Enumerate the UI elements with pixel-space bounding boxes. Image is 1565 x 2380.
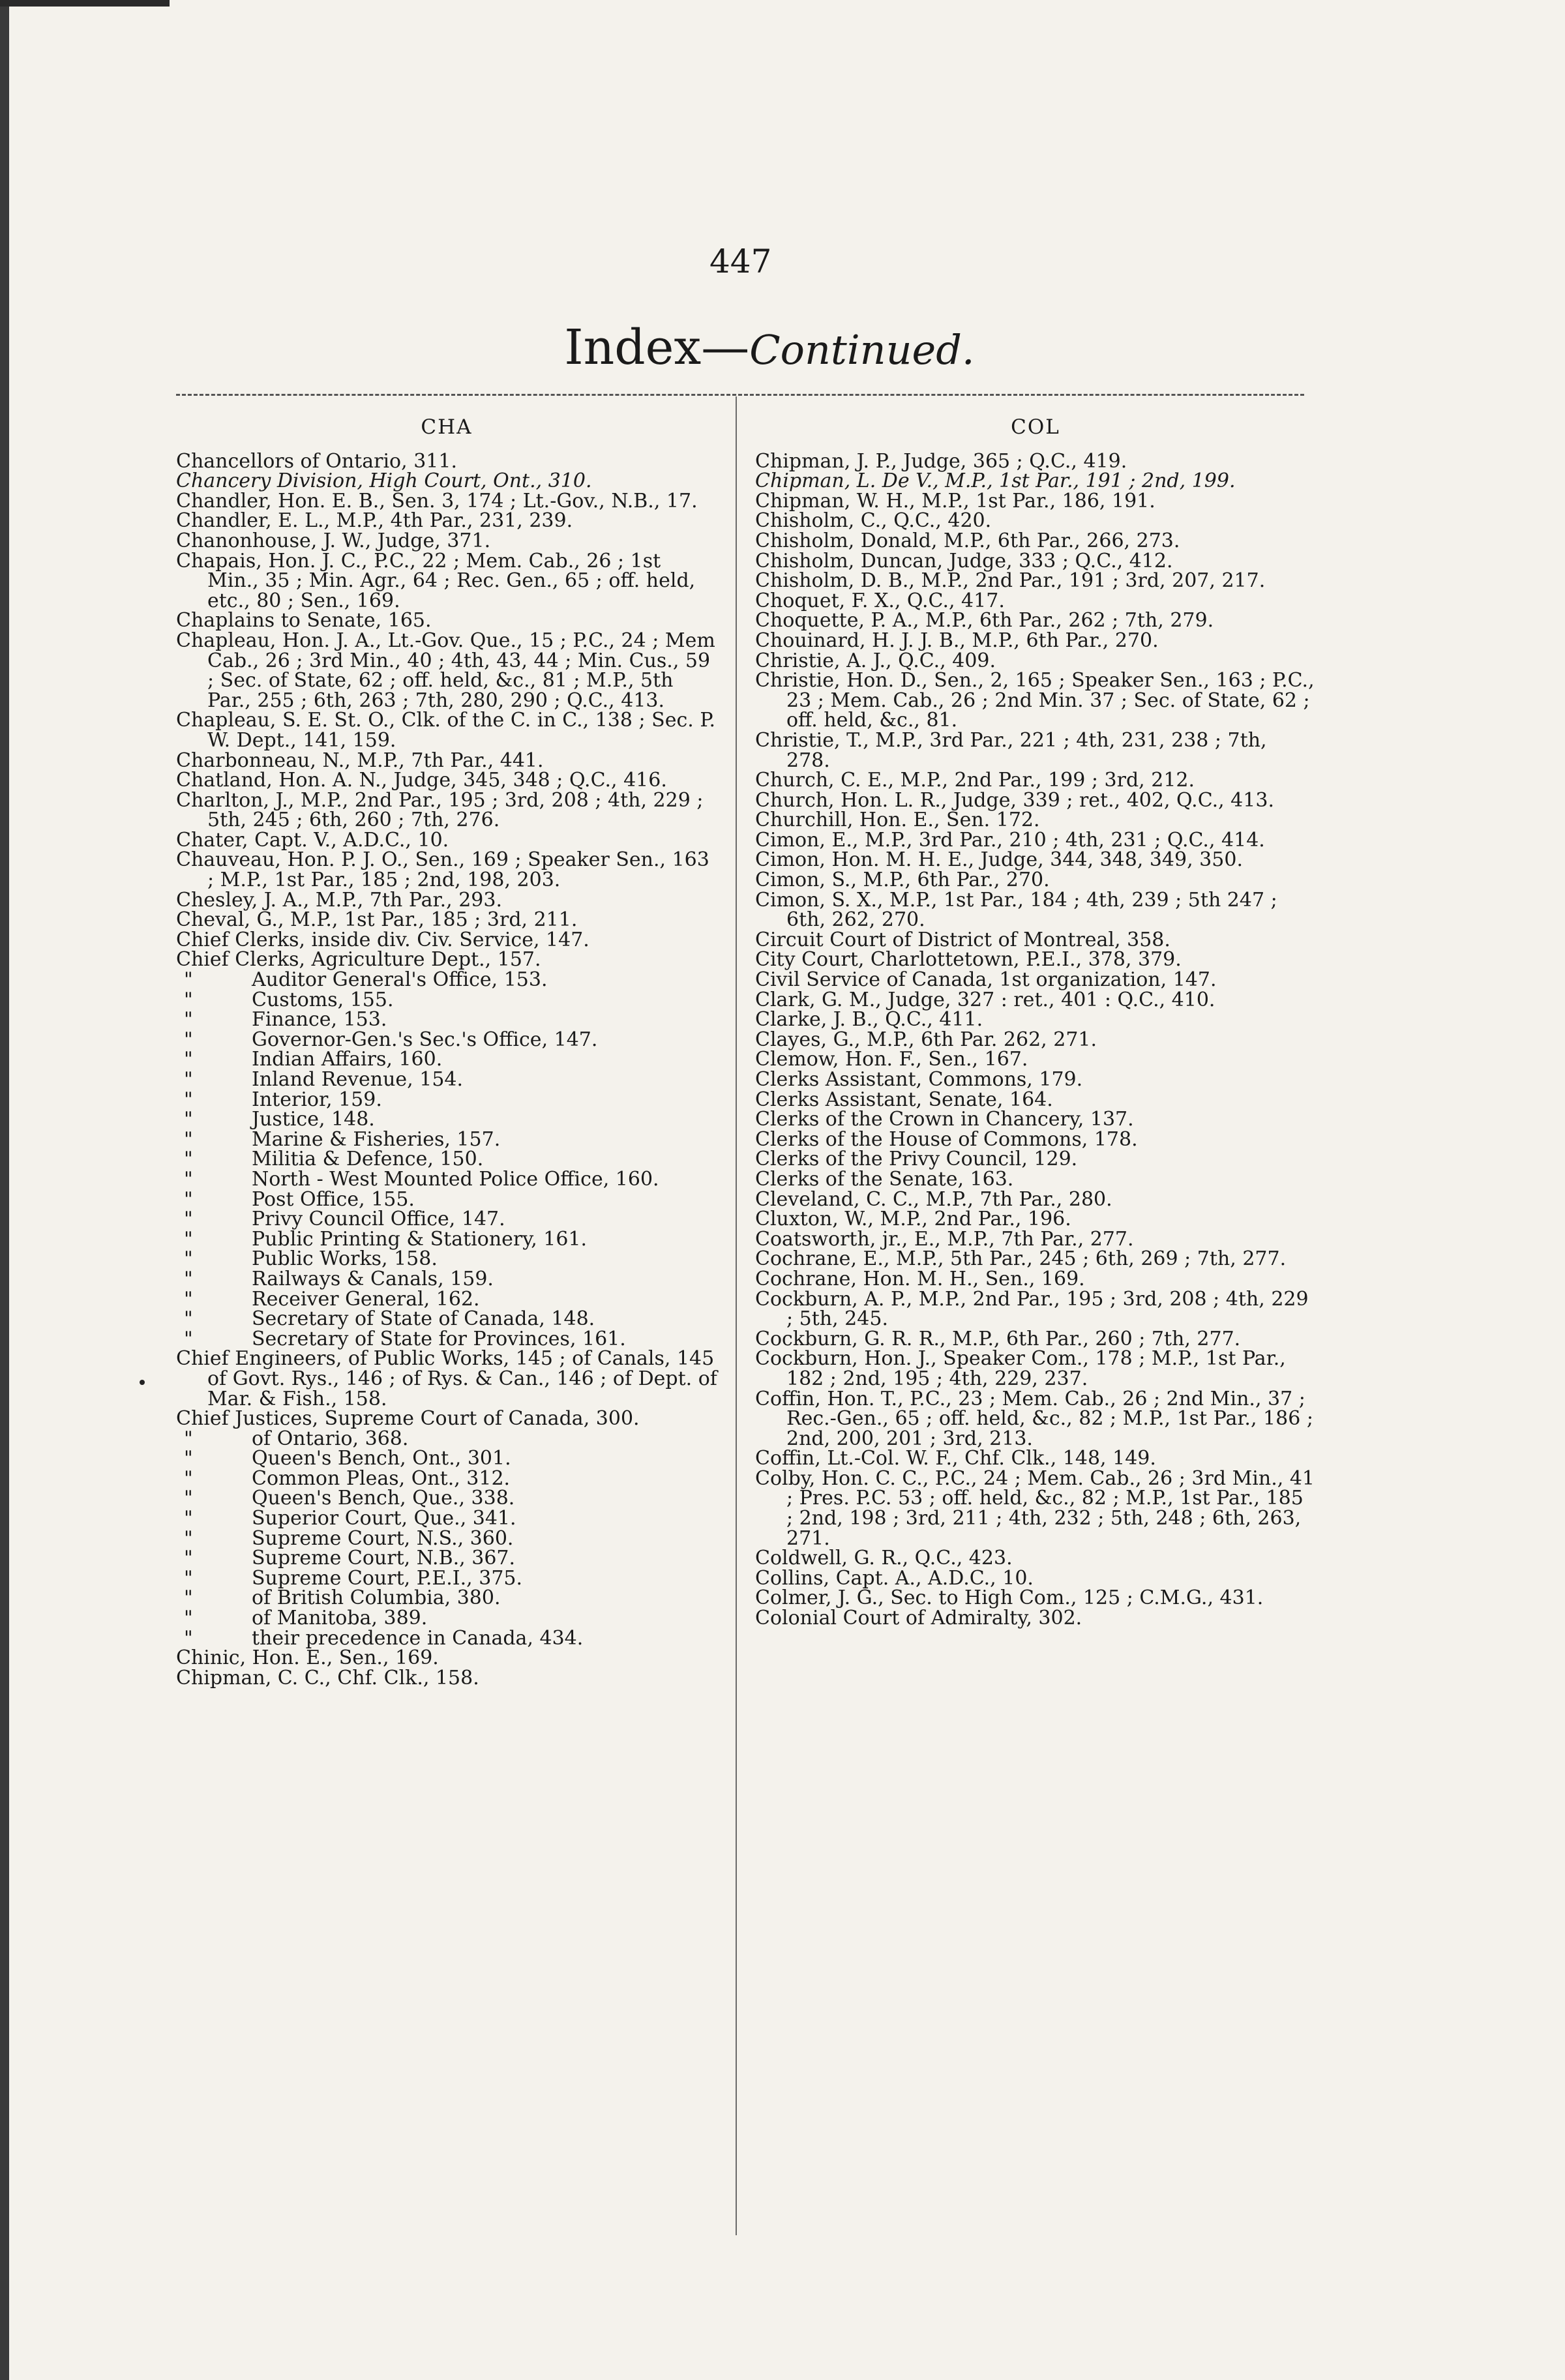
index-subentry-text: Public Works, 158. bbox=[252, 1247, 438, 1271]
ditto-mark: " bbox=[184, 1008, 193, 1032]
index-entry: Coldwell, G. R., Q.C., 423. bbox=[755, 1547, 1013, 1570]
index-entry: Cimon, S. X., M.P., 1st Par., 184 ; 4th, 239 ; 5th 247 ; 6th, 262, 270. bbox=[755, 888, 1277, 932]
index-subentry-text: Customs, 155. bbox=[252, 988, 394, 1011]
index-subentry bbox=[176, 1566, 717, 1590]
index-subentry bbox=[176, 1187, 717, 1211]
index-entry: Christie, Hon. D., Sen., 2, 165 ; Speaker Sen., 163 ; P.C., 23 ; Mem. Cab., 26 ; 2nd Min. 37 ; Sec. of State, 62 ; off. held, &c., 81. bbox=[755, 669, 1315, 732]
index-entry: Churchill, Hon. E., Sen. 172. bbox=[755, 809, 1040, 832]
index-column-left bbox=[176, 417, 717, 1688]
index-entry: Chisholm, Duncan, Judge, 333 ; Q.C., 412. bbox=[755, 549, 1173, 573]
index-subentry bbox=[176, 1466, 717, 1490]
index-subentry-text: Supreme Court, N.B., 367. bbox=[252, 1547, 516, 1570]
index-subentry bbox=[176, 1489, 717, 1509]
index-entry: Chief Clerks, Agriculture Dept., 157. bbox=[176, 948, 541, 972]
index-entry: Chipman, C. C., Chf. Clk., 158. bbox=[176, 1666, 479, 1689]
page-title-continued: Continued. bbox=[749, 326, 975, 374]
index-subentry bbox=[176, 1549, 717, 1569]
index-subentry bbox=[176, 1609, 717, 1629]
ditto-mark: " bbox=[184, 1566, 193, 1590]
index-entry: Choquette, P. A., M.P., 6th Par., 262 ; 7th, 279. bbox=[755, 609, 1214, 632]
index-entry: Collins, Capt. A., A.D.C., 10. bbox=[755, 1566, 1034, 1590]
index-subentry bbox=[176, 1626, 717, 1650]
index-entry: Chancery Division, High Court, Ont., 310. bbox=[176, 469, 592, 493]
ink-speck bbox=[140, 1380, 145, 1385]
index-entry: Clayes, G., M.P., 6th Par. 262, 271. bbox=[755, 1028, 1097, 1051]
index-subentry bbox=[176, 970, 717, 990]
index-subentry-text: Queen's Bench, Ont., 301. bbox=[252, 1447, 511, 1470]
index-subentry-text: Superior Court, Que., 341. bbox=[252, 1507, 516, 1530]
index-subentry bbox=[176, 1287, 717, 1311]
ditto-mark: " bbox=[184, 988, 193, 1011]
ditto-mark: " bbox=[184, 1466, 193, 1490]
index-entry: City Court, Charlottetown, P.E.I., 378, 379. bbox=[755, 948, 1182, 972]
index-subentry-text: Finance, 153. bbox=[252, 1008, 387, 1032]
ditto-mark: " bbox=[184, 1287, 193, 1311]
ditto-mark: " bbox=[184, 1127, 193, 1151]
index-entry: Cochrane, Hon. M. H., Sen., 169. bbox=[755, 1267, 1085, 1290]
ditto-mark: " bbox=[184, 1028, 193, 1051]
index-entry: Clemow, Hon. F., Sen., 167. bbox=[755, 1048, 1028, 1071]
index-entry: Chief Clerks, inside div. Civ. Service, 147. bbox=[176, 928, 589, 951]
index-subentry-text: Inland Revenue, 154. bbox=[252, 1068, 464, 1091]
index-subentry bbox=[176, 1509, 717, 1529]
index-subentry-text: Post Office, 155. bbox=[252, 1187, 415, 1211]
index-entry: Cockburn, Hon. J., Speaker Com., 178 ; M.P., 1st Par., 182 ; 2nd, 195 ; 4th, 229, 237. bbox=[755, 1347, 1286, 1390]
index-subentry-text: Queen's Bench, Que., 338. bbox=[252, 1487, 515, 1510]
index-subentry-text: Indian Affairs, 160. bbox=[252, 1048, 443, 1071]
index-entries-right bbox=[755, 449, 1316, 1630]
index-entry: Colby, Hon. C. C., P.C., 24 ; Mem. Cab., 26 ; 3rd Min., 41 ; Pres. P.C. 53 ; off. held, &c., 82 ; M.P., 1st Par., 185 ; 2nd, 198 ; 3rd, 211 ; 4th, 232 ; 5th, 248 ; 6th, 263, 271. bbox=[755, 1466, 1315, 1550]
index-subentry bbox=[176, 990, 717, 1011]
ditto-mark: " bbox=[184, 1307, 193, 1331]
index-entry: Cockburn, A. P., M.P., 2nd Par., 195 ; 3rd, 208 ; 4th, 229 ; 5th, 245. bbox=[755, 1287, 1309, 1331]
index-entry: Choquet, F. X., Q.C., 417. bbox=[755, 589, 1005, 612]
index-entry: Circuit Court of District of Montreal, 358. bbox=[755, 928, 1170, 951]
index-subentry bbox=[176, 1449, 717, 1469]
index-entry: Chesley, J. A., M.P., 7th Par., 293. bbox=[176, 888, 502, 912]
index-entry: Chipman, L. De V., M.P., 1st Par., 191 ; 2nd, 199. bbox=[755, 469, 1236, 493]
ditto-mark: " bbox=[184, 1088, 193, 1111]
index-entry: Clerks Assistant, Senate, 164. bbox=[755, 1088, 1053, 1111]
index-subentry bbox=[176, 1110, 717, 1130]
index-subentry bbox=[176, 1327, 717, 1350]
index-subentry-text: Receiver General, 162. bbox=[252, 1287, 480, 1311]
index-subentry bbox=[176, 1588, 717, 1609]
index-entry: Cimon, Hon. M. H. E., Judge, 344, 348, 349, 350. bbox=[755, 848, 1243, 872]
ditto-mark: " bbox=[184, 1526, 193, 1550]
index-subentry bbox=[176, 1210, 717, 1230]
ditto-mark: " bbox=[184, 1607, 193, 1630]
index-entry: Clerks of the House of Commons, 178. bbox=[755, 1127, 1138, 1151]
index-entry: Chief Justices, Supreme Court of Canada, 300. bbox=[176, 1407, 640, 1431]
index-subentry-text: Marine & Fisheries, 157. bbox=[252, 1127, 501, 1151]
index-entry: Cochrane, E., M.P., 5th Par., 245 ; 6th, 269 ; 7th, 277. bbox=[755, 1247, 1287, 1271]
index-entry: Christie, A. J., Q.C., 409. bbox=[755, 649, 996, 672]
index-subentry-text: Secretary of State for Provinces, 161. bbox=[252, 1327, 626, 1350]
index-subentry-text: Militia & Defence, 150. bbox=[252, 1148, 484, 1171]
index-entry: Cheval, G., M.P., 1st Par., 185 ; 3rd, 211. bbox=[176, 908, 578, 932]
ditto-mark: " bbox=[184, 1447, 193, 1470]
page-title bbox=[561, 320, 978, 376]
ditto-mark: " bbox=[184, 1187, 193, 1211]
ditto-mark: " bbox=[184, 1626, 193, 1650]
index-subentry bbox=[176, 1070, 717, 1090]
ditto-mark: " bbox=[184, 1327, 193, 1350]
index-subentry bbox=[176, 1267, 717, 1290]
index-subentry bbox=[176, 1167, 717, 1191]
ditto-mark: " bbox=[184, 1048, 193, 1071]
header-rule bbox=[176, 394, 1304, 396]
index-entry: Chipman, W. H., M.P., 1st Par., 186, 191. bbox=[755, 489, 1155, 513]
index-subentry bbox=[176, 1090, 717, 1110]
index-entry: Chipman, J. P., Judge, 365 ; Q.C., 419. bbox=[755, 449, 1127, 473]
index-entry: Clerks Assistant, Commons, 179. bbox=[755, 1068, 1083, 1091]
index-entry: Chief Engineers, of Public Works, 145 ; of Canals, 145 of Govt. Rys., 146 ; of Rys. & Can., 146 ; of Dept. of Mar. & Fish., 158. bbox=[176, 1347, 717, 1410]
index-subentry-text: their precedence in Canada, 434. bbox=[252, 1626, 584, 1650]
index-entry: Chancellors of Ontario, 311. bbox=[176, 449, 457, 473]
index-subentry-text: of Manitoba, 389. bbox=[252, 1607, 428, 1630]
column-divider bbox=[736, 396, 737, 2235]
index-entry: Chinic, Hon. E., Sen., 169. bbox=[176, 1646, 439, 1670]
index-subentry bbox=[176, 1030, 717, 1050]
index-subentry bbox=[176, 1309, 717, 1330]
index-entry: Chapleau, Hon. J. A., Lt.-Gov. Que., 15 ; P.C., 24 ; Mem Cab., 26 ; 3rd Min., 40 ; 4th, 43, 44 ; Min. Cus., 59 ; Sec. of State, 62 ; off. held, &c., 81 ; M.P., 5th Par., 255 ; 6th, 263 ; 7th, 280, 290 ; Q.C., 413. bbox=[176, 629, 715, 712]
ditto-mark: " bbox=[184, 1547, 193, 1570]
index-entry: Cimon, S., M.P., 6th Par., 270. bbox=[755, 869, 1050, 892]
ditto-mark: " bbox=[184, 1507, 193, 1530]
index-subentry-text: Supreme Court, N.S., 360. bbox=[252, 1526, 514, 1550]
index-subentry-text: Common Pleas, Ont., 312. bbox=[252, 1466, 511, 1490]
index-subentry-text: Justice, 148. bbox=[252, 1108, 375, 1131]
scan-edge-top-shadow bbox=[0, 0, 170, 7]
index-entry: Cleveland, C. C., M.P., 7th Par., 280. bbox=[755, 1187, 1112, 1211]
index-entry: Colmer, J. G., Sec. to High Com., 125 ; C.M.G., 431. bbox=[755, 1586, 1264, 1610]
index-entry: Chisholm, C., Q.C., 420. bbox=[755, 509, 992, 533]
index-subentry bbox=[176, 1150, 717, 1170]
ditto-mark: " bbox=[184, 1247, 193, 1271]
index-subentry bbox=[176, 1429, 717, 1450]
ditto-mark: " bbox=[184, 1148, 193, 1171]
index-entry: Clerks of the Senate, 163. bbox=[755, 1167, 1014, 1191]
index-entry: Clark, G. M., Judge, 327 : ret., 401 : Q.C., 410. bbox=[755, 988, 1215, 1011]
index-entry: Christie, T., M.P., 3rd Par., 221 ; 4th, 231, 238 ; 7th, 278. bbox=[755, 728, 1267, 772]
index-entry: Clarke, J. B., Q.C., 411. bbox=[755, 1008, 983, 1032]
index-subentry bbox=[176, 1127, 717, 1151]
index-subentry bbox=[176, 1526, 717, 1550]
ditto-mark: " bbox=[184, 1586, 193, 1610]
index-entry: Church, Hon. L. R., Judge, 339 ; ret., 402, Q.C., 413. bbox=[755, 788, 1274, 812]
index-subentry-text: of British Columbia, 380. bbox=[252, 1586, 501, 1610]
index-entry: Chanonhouse, J. W., Judge, 371. bbox=[176, 529, 491, 552]
index-entry: Chater, Capt. V., A.D.C., 10. bbox=[176, 828, 449, 852]
index-entry: Cluxton, W., M.P., 2nd Par., 196. bbox=[755, 1208, 1071, 1231]
index-entry: Chaplains to Senate, 165. bbox=[176, 609, 432, 632]
index-entry: Coatsworth, jr., E., M.P., 7th Par., 277. bbox=[755, 1227, 1134, 1251]
index-entry: Colonial Court of Admiralty, 302. bbox=[755, 1607, 1082, 1630]
index-subentry-text: Railways & Canals, 159. bbox=[252, 1267, 494, 1290]
ditto-mark: " bbox=[184, 1267, 193, 1290]
index-subentry-text: Secretary of State of Canada, 148. bbox=[252, 1307, 595, 1331]
ditto-mark: " bbox=[184, 1227, 193, 1251]
scan-edge-shadow bbox=[0, 0, 9, 2380]
index-subentry bbox=[176, 1010, 717, 1030]
index-entries-left bbox=[176, 449, 717, 1689]
index-entry: Charlton, J., M.P., 2nd Par., 195 ; 3rd, 208 ; 4th, 229 ; 5th, 245 ; 6th, 260 ; 7th, 276. bbox=[176, 788, 704, 832]
index-entry: Church, C. E., M.P., 2nd Par., 199 ; 3rd, 212. bbox=[755, 769, 1195, 792]
page-title-main: Index bbox=[564, 320, 702, 376]
index-subentry-text: Privy Council Office, 147. bbox=[252, 1208, 505, 1231]
index-subentry-text: Supreme Court, P.E.I., 375. bbox=[252, 1566, 523, 1590]
index-subentry-text: North - West Mounted Police Office, 160. bbox=[252, 1167, 659, 1191]
index-subentry-text: of Ontario, 368. bbox=[252, 1427, 409, 1450]
index-subentry-text: Governor-Gen.'s Sec.'s Office, 147. bbox=[252, 1028, 598, 1051]
index-entry: Coffin, Lt.-Col. W. F., Chf. Clk., 148, 149. bbox=[755, 1447, 1156, 1470]
index-entry: Chatland, Hon. A. N., Judge, 345, 348 ; Q.C., 416. bbox=[176, 769, 667, 792]
index-subentry-text: Interior, 159. bbox=[252, 1088, 382, 1111]
index-subentry-text: Auditor General's Office, 153. bbox=[252, 968, 548, 992]
column-heading-right: COL bbox=[1011, 415, 1060, 439]
ditto-mark: " bbox=[184, 1068, 193, 1091]
ditto-mark: " bbox=[184, 1167, 193, 1191]
index-entry: Cimon, E., M.P., 3rd Par., 210 ; 4th, 231 ; Q.C., 414. bbox=[755, 828, 1265, 852]
index-entry: Chandler, Hon. E. B., Sen. 3, 174 ; Lt.-Gov., N.B., 17. bbox=[176, 489, 698, 513]
ditto-mark: " bbox=[184, 1208, 193, 1231]
page-number: 447 bbox=[709, 243, 772, 280]
ditto-mark: " bbox=[184, 1427, 193, 1450]
index-subentry bbox=[176, 1050, 717, 1070]
index-entry: Chandler, E. L., M.P., 4th Par., 231, 239. bbox=[176, 509, 573, 533]
page-title-dash: — bbox=[701, 320, 750, 376]
index-entry: Chisholm, D. B., M.P., 2nd Par., 191 ; 3rd, 207, 217. bbox=[755, 569, 1266, 593]
ditto-mark: " bbox=[184, 968, 193, 992]
index-entry: Clerks of the Crown in Chancery, 137. bbox=[755, 1108, 1134, 1131]
ditto-mark: " bbox=[184, 1108, 193, 1131]
index-entry: Coffin, Hon. T., P.C., 23 ; Mem. Cab., 26 ; 2nd Min., 37 ; Rec.-Gen., 65 ; off. held, &c., 82 ; M.P., 1st Par., 186 ; 2nd, 200, 201 ; 3rd, 213. bbox=[755, 1387, 1313, 1450]
index-subentry bbox=[176, 1249, 717, 1270]
index-entry: Civil Service of Canada, 1st organization, 147. bbox=[755, 968, 1217, 992]
index-entry: Chouinard, H. J. J. B., M.P., 6th Par., 270. bbox=[755, 629, 1159, 652]
index-column-right bbox=[755, 417, 1316, 1629]
index-entry: Chapais, Hon. J. C., P.C., 22 ; Mem. Cab., 26 ; 1st Min., 35 ; Min. Agr., 64 ; Rec. Gen., 65 ; off. held, etc., 80 ; Sen., 169. bbox=[176, 549, 696, 612]
index-entry: Cockburn, G. R. R., M.P., 6th Par., 260 ; 7th, 277. bbox=[755, 1327, 1241, 1350]
index-entry: Clerks of the Privy Council, 129. bbox=[755, 1148, 1078, 1171]
index-entry: Charbonneau, N., M.P., 7th Par., 441. bbox=[176, 749, 544, 772]
index-entry: Chapleau, S. E. St. O., Clk. of the C. in C., 138 ; Sec. P. W. Dept., 141, 159. bbox=[176, 709, 715, 752]
index-entry: Chisholm, Donald, M.P., 6th Par., 266, 273. bbox=[755, 529, 1180, 552]
column-heading-left: CHA bbox=[421, 415, 473, 439]
ditto-mark: " bbox=[184, 1487, 193, 1510]
index-subentry-text: Public Printing & Stationery, 161. bbox=[252, 1227, 588, 1251]
index-entry: Chauveau, Hon. P. J. O., Sen., 169 ; Speaker Sen., 163 ; M.P., 1st Par., 185 ; 2nd, 198, 203. bbox=[176, 848, 709, 892]
index-subentry bbox=[176, 1227, 717, 1251]
